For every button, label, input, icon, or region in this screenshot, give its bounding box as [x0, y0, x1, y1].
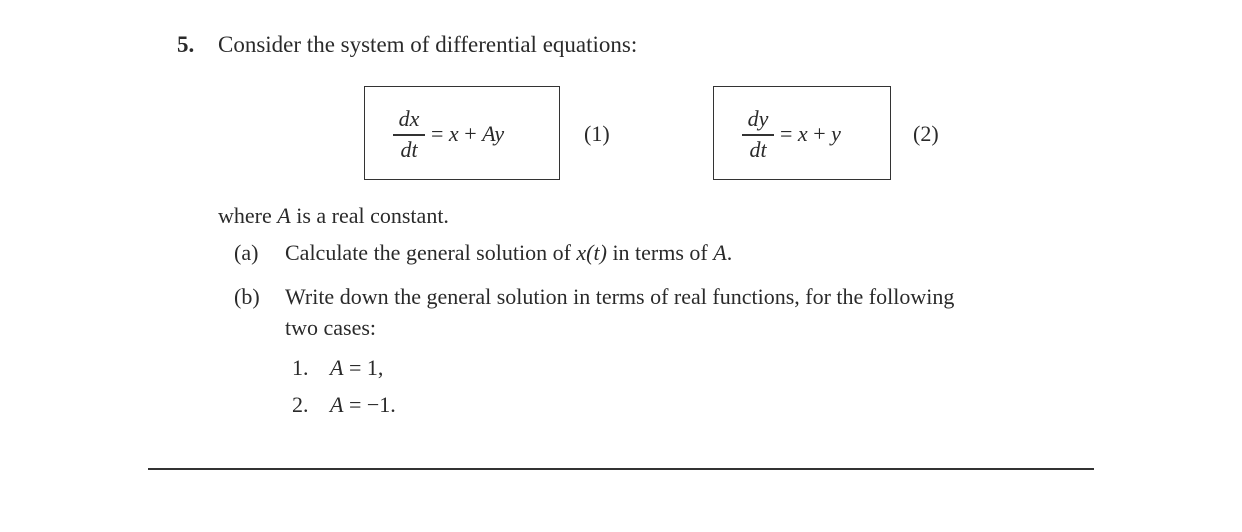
case-1-number: 1. [292, 355, 309, 380]
equals-sign: = [431, 121, 449, 146]
rhs-term-1: x [797, 121, 808, 146]
equation-box-1 [364, 86, 560, 180]
fraction-dy-dt [742, 107, 774, 162]
equals-sign: = [780, 121, 798, 146]
fraction-denominator: dt [749, 136, 767, 162]
rhs-term-1: x [448, 121, 459, 146]
part-a-label: (a) [234, 240, 259, 265]
equation-tag-1: (1) [584, 121, 610, 146]
part-a-text [285, 240, 732, 266]
part-a-text-mid: in terms of [606, 240, 714, 265]
fraction-dx-dt [393, 107, 425, 162]
plus-sign: + [458, 121, 483, 146]
where-post: is a real constant. [290, 203, 449, 228]
horizontal-divider [148, 468, 1094, 470]
fraction-numerator: dx [398, 106, 420, 131]
part-a-text-post: . [726, 240, 733, 265]
case-1-relation: = 1, [343, 355, 384, 380]
equation-rhs [431, 121, 504, 147]
part-b-text-line-2: two cases: [285, 315, 377, 340]
case-2-text [330, 392, 396, 418]
fraction-denominator: dt [400, 136, 418, 162]
equation-tag-2: (2) [913, 121, 939, 146]
case-2-variable: A [330, 392, 344, 417]
problem-number: 5. [177, 32, 195, 57]
equation-rhs [780, 121, 841, 147]
part-b-text-line-1: Write down the general solution in terms of real functions, for the following [285, 284, 955, 309]
part-a-expression: x(t) [576, 240, 607, 265]
part-b-label: (b) [234, 284, 260, 309]
problem-intro: Consider the system of differential equations: [218, 32, 638, 57]
part-a-variable: A [713, 240, 727, 265]
case-1-text [330, 355, 383, 381]
fraction-bar [742, 134, 774, 136]
where-pre: where [218, 203, 278, 228]
fraction-numerator: dy [747, 106, 769, 131]
fraction-bar [393, 134, 425, 136]
case-1-variable: A [330, 355, 344, 380]
where-variable: A [277, 203, 291, 228]
equation-box-2 [713, 86, 891, 180]
plus-sign: + [807, 121, 832, 146]
part-a-text-pre: Calculate the general solution of [285, 240, 577, 265]
rhs-term-2: Ay [482, 121, 505, 146]
rhs-term-2: y [831, 121, 841, 146]
case-2-number: 2. [292, 392, 309, 417]
case-2-relation: = −1. [343, 392, 396, 417]
where-statement [218, 203, 449, 229]
